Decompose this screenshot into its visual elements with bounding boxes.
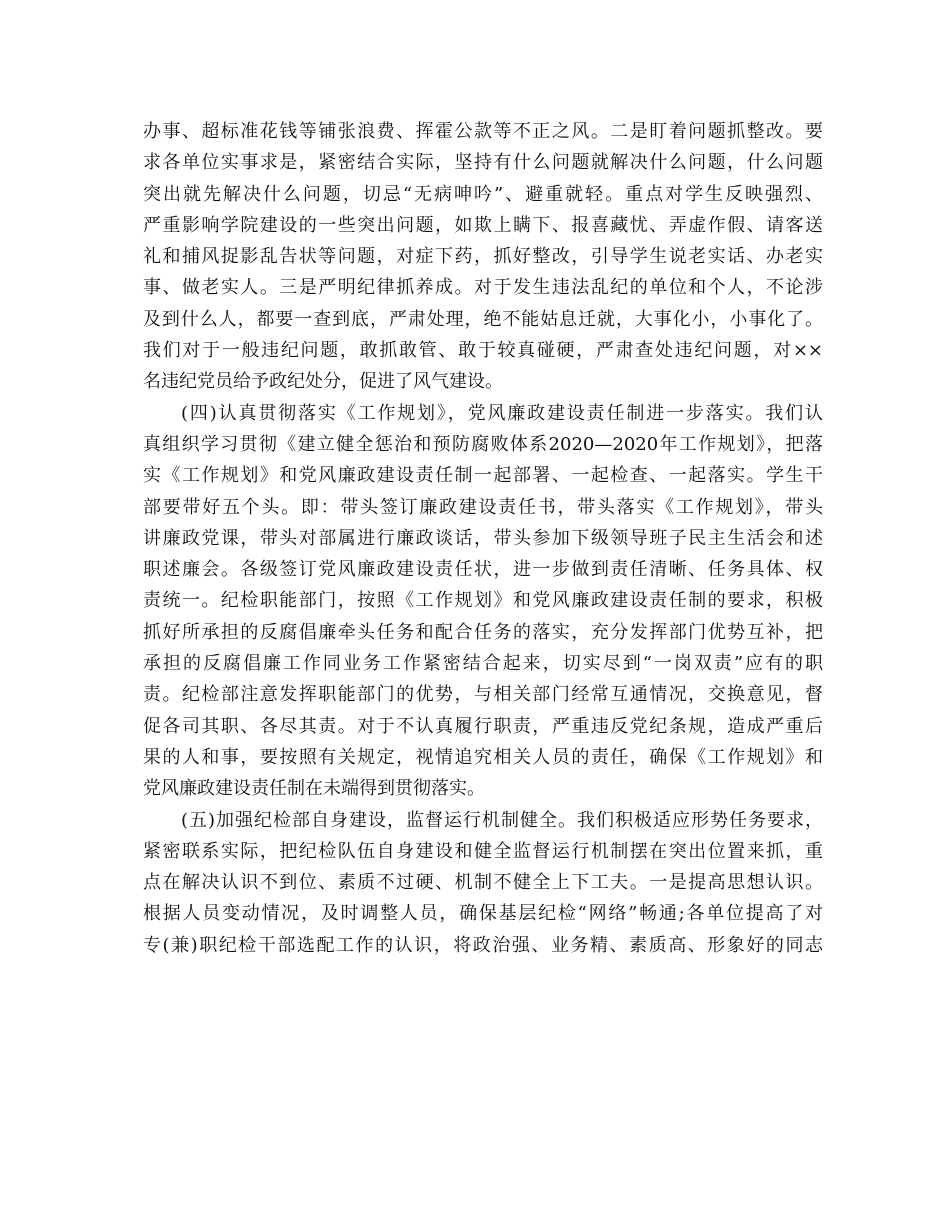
text-line: 责。纪检部注意发挥职能部门的优势，与相关部门经常互通情况，交换意见，督 xyxy=(143,684,823,706)
paragraph-heading-5: (五)加强纪检部自身建设，监督运行机制健全。我们积极适应形势任务要求， xyxy=(181,809,823,831)
text-line: 抓好所承担的反腐倡廉牵头任务和配合任务的落实，充分发挥部门优势互补，把 xyxy=(143,621,823,643)
text-line: 责统一。纪检职能部门，按照《工作规划》和党风廉政建设责任制的要求，积极 xyxy=(143,590,823,612)
paragraph-heading-4: (四)认真贯彻落实《工作规划》，党风廉政建设责任制进一步落实。我们认 xyxy=(181,402,823,424)
text-line: 办事、超标准花钱等铺张浪费、挥霍公款等不正之风。二是盯着问题抓整改。要 xyxy=(143,121,823,142)
text-line: 我们对于一般违纪问题，敢抓敢管、敢于较真碰硬，严肃查处违纪问题，对×× xyxy=(143,340,823,362)
text-line: 严重影响学院建设的一些突出问题，如欺上瞒下、报喜藏忧、弄虚作假、请客送 xyxy=(143,214,823,236)
text-line: 突出就先解决什么问题，切忌“无病呻吟”、避重就轻。重点对学生反映强烈、 xyxy=(143,183,823,205)
text-line: 促各司其职、各尽其责。对于不认真履行职责，严重违反党纪条规，造成严重后 xyxy=(143,715,823,737)
text-line: 求各单位实事求是，紧密结合实际，坚持有什么问题就解决什么问题，什么问题 xyxy=(143,152,823,174)
text-line: 紧密联系实际，把纪检队伍自身建设和健全监督运行机制摆在突出位置来抓，重 xyxy=(143,840,823,862)
text-line: 事、做老实人。三是严明纪律抓养成。对于发生违法乱纪的单位和个人，不论涉 xyxy=(143,277,823,299)
text-line: 讲廉政党课，带头对部属进行廉政谈话，带头参加下级领导班子民主生活会和述 xyxy=(143,527,823,549)
text-line: 部要带好五个头。即：带头签订廉政建设责任书，带头落实《工作规划》，带头 xyxy=(143,496,823,518)
text-line: 点在解决认识不到位、素质不过硬、机制不健全上下工夫。一是提高思想认识。 xyxy=(143,872,823,894)
text-line: 承担的反腐倡廉工作同业务工作紧密结合起来，切实尽到“一岗双责”应有的职 xyxy=(143,653,823,675)
text-line: 及到什么人，都要一查到底，严肃处理，绝不能姑息迁就，大事化小，小事化了。 xyxy=(143,308,823,330)
text-line: 党风廉政建设责任制在未端得到贯彻落实。 xyxy=(143,778,485,800)
text-line: 果的人和事，要按照有关规定，视情追究相关人员的责任，确保《工作规划》和 xyxy=(143,746,823,768)
body-text xyxy=(143,116,823,961)
text-line: 名违纪党员给予政纪处分，促进了风气建设。 xyxy=(143,371,503,393)
text-line: 专(兼)职纪检干部选配工作的认识，将政治强、业务精、素质高、形象好的同志 xyxy=(143,934,823,956)
text-line: 真组织学习贯彻《建立健全惩治和预防腐败体系2020—2020年工作规划》，把落 xyxy=(143,433,823,455)
text-line: 实《工作规划》和党风廉政建设责任制一起部署、一起检查、一起落实。学生干 xyxy=(143,465,823,487)
text-line: 职述廉会。各级签订党风廉政建设责任状，进一步做到责任清晰、任务具体、权 xyxy=(143,559,823,581)
text-line: 礼和捕风捉影乱告状等问题，对症下药，抓好整改，引导学生说老实话、办老实 xyxy=(143,246,823,268)
text-line: 根据人员变动情况，及时调整人员，确保基层纪检“网络”畅通;各单位提高了对 xyxy=(143,903,823,925)
